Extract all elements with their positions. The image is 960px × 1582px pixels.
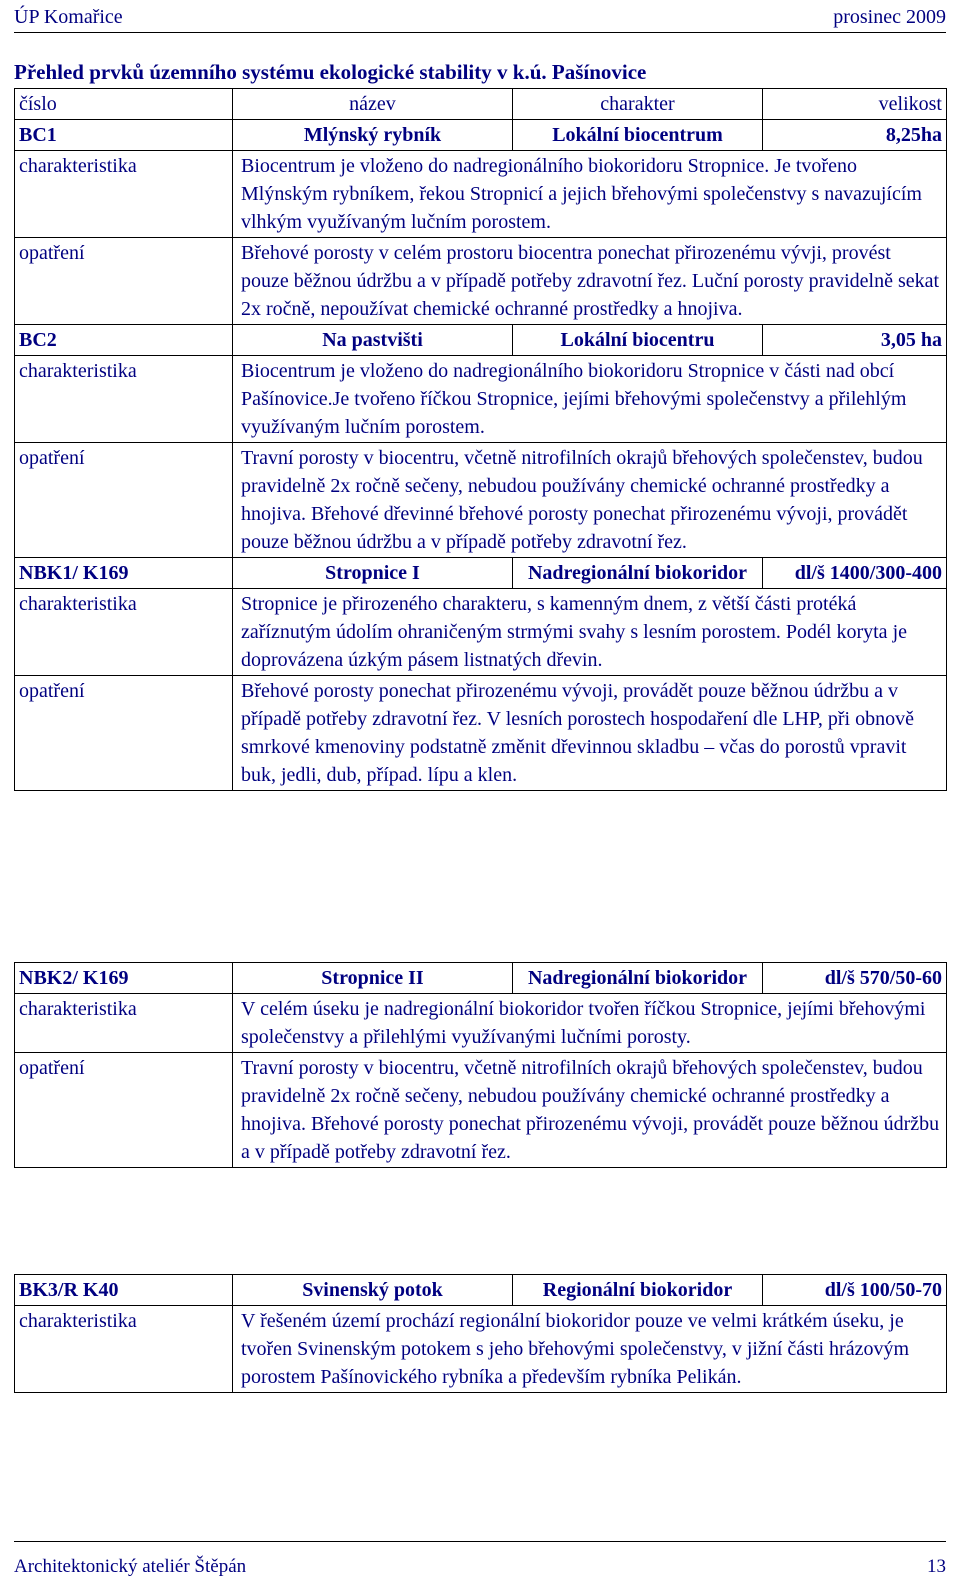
element-charakteristika: Biocentrum je vloženo do nadregionálního biokoridoru Stropnice v části nad obcí Pašínovice.Je tvořeno říčkou Stropnice, jejími břehovými společenstvy a přilehlým využívaným lučním porostem. [233,356,947,443]
element-id: NBK1/ K169 [15,558,233,589]
element-size: dl/š 570/50-60 [763,963,947,994]
element-size: 3,05 ha [763,325,947,356]
header-left: ÚP Komařice [14,6,123,28]
element-opatreni: Travní porosty v biocentru, včetně nitrofilních okrajů břehových společenstev, budou pravidelně 2x ročně sečeny, nebudou používány chemické ochranné prostředky a hnojiva. Břehové porosty ponechat přirozenému vývoji, provádět pouze běžnou údržbu a v případě potřeby zdravotní řez. [233,1053,947,1168]
element-charakteristika: Biocentrum je vloženo do nadregionálního biokoridoru Stropnice. Je tvořeno Mlýnským rybníkem, řekou Stropnicí a jejich břehovými společenstvy s navazujícím vlhkým využívaným lučním porostem. [233,151,947,238]
table-header-row [15,89,947,120]
detail-row [15,1053,947,1168]
element-type: Lokální biocentru [513,325,763,356]
label-charakteristika: charakteristika [15,1306,233,1393]
element-size: dl/š 1400/300-400 [763,558,947,589]
element-size: 8,25ha [763,120,947,151]
usés-table-1 [14,88,946,791]
page-footer [14,1541,946,1582]
footer-left: Architektonický ateliér Štěpán [14,1556,247,1577]
element-name: Na pastvišti [233,325,513,356]
col-type: charakter [513,89,763,120]
element-opatreni: Břehové porosty ponechat přirozenému vývoji, provádět pouze běžnou údržbu a v případě potřeby zdravotní řez. V lesních porostech hospodaření dle LHP, při obnově smrkové kmenoviny podstatně změnit dřevinnou skladbu – včas do porostů vpravit buk, jedli, dub, případ. lípu a klen. [233,676,947,791]
element-id: BC1 [15,120,233,151]
label-opatreni: opatření [15,238,233,325]
element-opatreni: Břehové porosty v celém prostoru biocentra ponechat přirozenému vývji, provést pouze běžnou údržbu a v případě potřeby zdravotní řez. Luční porosty pravidelně sekat 2x ročně, nepoužívat chemické ochranné prostředky a hnojiva. [233,238,947,325]
col-size: velikost [763,89,947,120]
element-row [15,558,947,589]
label-charakteristika: charakteristika [15,356,233,443]
detail-row [15,238,947,325]
element-type: Nadregionální biokoridor [513,558,763,589]
col-id: číslo [15,89,233,120]
element-charakteristika: V celém úseku je nadregionální biokoridor tvořen říčkou Stropnice, jejími břehovými společenstvy a přilehlými využívanými lučními porosty. [233,994,947,1053]
element-name: Stropnice I [233,558,513,589]
col-name: název [233,89,513,120]
label-charakteristika: charakteristika [15,589,233,676]
element-name: Stropnice II [233,963,513,994]
element-charakteristika: Stropnice je přirozeného charakteru, s kamenným dnem, z větší části protéká zaříznutým údolím ohraničeným strmými svahy s lesním porostem. Podél koryta je doprovázena úzkým pásem listnatých dřevin. [233,589,947,676]
detail-row [15,356,947,443]
detail-row [15,676,947,791]
detail-row [15,589,947,676]
element-charakteristika: V řešeném území prochází regionální biokoridor pouze ve velmi krátkém úseku, je tvořen Svinenským potokem s jeho břehovými společenstvy, v jižní části hrázovým porostem Pašínovického rybníka a především rybníka Pelikán. [233,1306,947,1393]
page-header [14,4,946,33]
element-row [15,120,947,151]
label-charakteristika: charakteristika [15,151,233,238]
element-type: Regionální biokoridor [513,1275,763,1306]
element-row [15,325,947,356]
label-opatreni: opatření [15,443,233,558]
detail-row [15,443,947,558]
element-id: BC2 [15,325,233,356]
label-opatreni: opatření [15,676,233,791]
element-row [15,1275,947,1306]
element-id: NBK2/ K169 [15,963,233,994]
label-opatreni: opatření [15,1053,233,1168]
usés-table-2 [14,962,946,1168]
element-id: BK3/R K40 [15,1275,233,1306]
element-row [15,963,947,994]
element-type: Lokální biocentrum [513,120,763,151]
usés-table-3 [14,1274,946,1393]
detail-row [15,994,947,1053]
detail-row [15,151,947,238]
page-number: 13 [927,1556,946,1577]
detail-row [15,1306,947,1393]
element-size: dl/š 100/50-70 [763,1275,947,1306]
document-title: Přehled prvků územního systému ekologické stability v k.ú. Pašínovice [14,60,647,84]
element-type: Nadregionální biokoridor [513,963,763,994]
label-charakteristika: charakteristika [15,994,233,1053]
element-name: Mlýnský rybník [233,120,513,151]
element-opatreni: Travní porosty v biocentru, včetně nitrofilních okrajů břehových společenstev, budou pravidelně 2x ročně sečeny, nebudou používány chemické ochranné prostředky a hnojiva. Břehové dřevinné břehové porosty ponechat přirozenému vývoji, provádět pouze běžnou údržbu a v případě potřeby zdravotní řez. [233,443,947,558]
element-name: Svinenský potok [233,1275,513,1306]
header-right: prosinec 2009 [833,6,946,28]
